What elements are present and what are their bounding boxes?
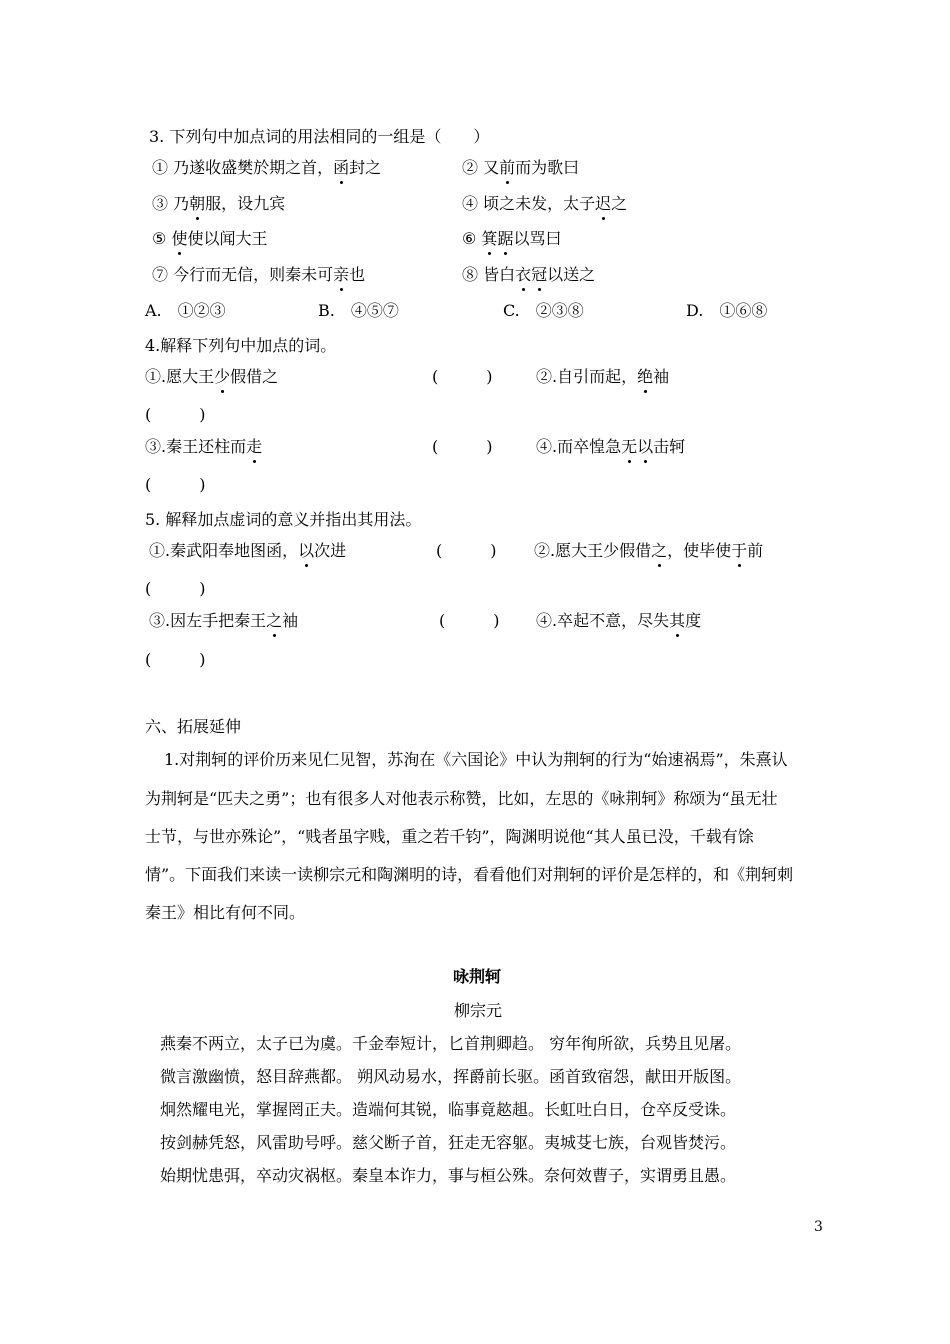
section6-para-line-5: 秦王》相比有何不同。	[145, 903, 306, 922]
item-number: ⑦	[152, 265, 169, 284]
section6-heading: 六、拓展延伸	[145, 717, 242, 736]
emphasized-word: 迟	[595, 194, 612, 213]
poem-author: 柳宗元	[454, 1001, 503, 1020]
item-number: ⑧	[462, 265, 479, 284]
q3-option-a: A. ①②③	[145, 301, 226, 320]
item-number: ⑤	[152, 229, 167, 248]
emphasized-word: 少	[214, 367, 231, 386]
item-text: 顷之未发，太子	[478, 194, 596, 213]
item-text: ②.自引而起，	[536, 367, 638, 386]
section6-para-line-3: 士节，与世亦殊论”，“贱者虽字贱，重之若千钧”，陶渊明说他“其人虽已没，千载有馀	[145, 827, 754, 846]
q3-item-3	[152, 193, 285, 215]
item-text: ④.而卒惶急	[536, 437, 622, 456]
q3-item-7	[152, 264, 365, 286]
q5-item-1	[149, 540, 346, 562]
emphasized-word: 亲	[333, 265, 350, 284]
q3-item-2	[462, 157, 579, 179]
item-number: ⑥	[462, 229, 477, 248]
poem-title: 咏荆轲	[453, 967, 502, 986]
q4-blank-3: ( )	[432, 437, 493, 456]
item-text: 袖	[282, 611, 299, 630]
item-text: ①.秦武阳奉地图函，	[149, 541, 299, 560]
emphasized-word: 于	[731, 541, 748, 560]
emphasized-word: 冠	[531, 265, 548, 284]
item-text: 乃	[168, 194, 190, 213]
poem-line-1: 燕秦不两立，太子已为虞。千金奉短计，匕首荆卿趋。 穷年徇所欲，兵势且见屠。	[160, 1034, 742, 1053]
item-text: ④.卒起不意，尽失	[536, 611, 670, 630]
item-text: 前	[747, 541, 764, 560]
item-text: 又	[478, 158, 500, 177]
item-text: 击轲	[653, 437, 686, 456]
emphasized-word: 之	[651, 541, 668, 560]
item-text: 服，设九宾	[205, 194, 286, 213]
section6-para-line-1: 1.对荆轲的评价历来见仁见智，苏洵在《六国论》中认为荆轲的行为“始速祸焉”，朱熹认	[164, 750, 788, 769]
emphasized-word: 踞	[497, 229, 514, 248]
q5-blank-3: ( )	[439, 611, 500, 630]
item-text: 以送之	[547, 265, 596, 284]
item-text: 度	[685, 611, 702, 630]
section6-para-line-4: 情”。下面我们来读一读柳宗元和陶渊明的诗，看看他们对荆轲的评价是怎样的，和《荆轲刺	[145, 865, 794, 884]
poem-line-2: 微言激幽愤，怒目辞燕都。 朔风动易水，挥爵前长驱。函首致宿怨，献田开版图。	[160, 1067, 742, 1086]
item-text: 乃遂收盛樊於期之首，	[168, 158, 334, 177]
item-text: 假借之	[230, 367, 279, 386]
q3-item-1	[152, 157, 381, 179]
emphasized-word: 之	[266, 611, 283, 630]
item-text: 袖	[653, 367, 670, 386]
q3-item-8	[462, 264, 595, 286]
item-text: ②.愿大王少假借	[534, 541, 652, 560]
q3-option-b: B. ④⑤⑦	[318, 301, 399, 320]
emphasized-word: 箕	[481, 229, 498, 248]
q4-item-2	[536, 366, 669, 388]
q4-blank-4: ( )	[145, 475, 206, 494]
q5-item-4	[536, 610, 701, 632]
emphasized-word: 以	[298, 541, 315, 560]
item-text: ，使毕使	[667, 541, 732, 560]
q4-blank-1: ( )	[432, 367, 493, 386]
emphasized-word: 朝	[189, 194, 206, 213]
item-text: 以骂曰	[513, 229, 562, 248]
q5-blank-1: ( )	[436, 541, 497, 560]
item-text: 皆白	[478, 265, 516, 284]
emphasized-word: 函	[333, 158, 350, 177]
emphasized-word: 使	[171, 229, 188, 248]
q4-stem: 4.解释下列句中加点的词。	[145, 336, 337, 355]
item-text: ①.愿大王	[145, 367, 215, 386]
emphasized-word: 走	[246, 437, 263, 456]
section6-para-line-2: 为荆轲是“匹夫之勇”；也有很多人对他表示称赞，比如，左思的《咏荆轲》称颂为“虽无壮	[145, 789, 778, 808]
q3-item-4	[462, 193, 627, 215]
emphasized-word: 其	[669, 611, 686, 630]
item-text: 之	[611, 194, 628, 213]
q4-item-3	[145, 436, 262, 458]
item-number: ①	[152, 158, 169, 177]
q5-item-2	[534, 540, 763, 562]
item-text: ③.因左手把秦王	[149, 611, 267, 630]
item-text: 使以闻大王	[187, 229, 268, 248]
q3-item-6	[462, 228, 561, 250]
emphasized-word: 无	[621, 437, 638, 456]
poem-line-4: 按剑赫凭怒，风雷助号呼。慈父断子首，狂走无容躯。夷城芟七族，台观皆焚污。	[160, 1133, 737, 1152]
q4-item-1	[145, 366, 278, 388]
q3-item-5	[152, 228, 267, 250]
q5-item-3	[149, 610, 298, 632]
page-number: 3	[814, 1219, 823, 1235]
q3-stem: 3. 下列句中加点词的用法相同的一组是（ ）	[149, 127, 490, 146]
q3-option-d: D. ①⑥⑧	[686, 301, 768, 320]
item-number: ④	[462, 194, 479, 213]
poem-line-3: 炯然耀电光，掌握罔正夫。造端何其锐，临事竟趑趄。长虹吐白日，仓卒反受诛。	[160, 1100, 737, 1119]
item-number: ②	[462, 158, 479, 177]
item-text: ③.秦王还柱而	[145, 437, 247, 456]
item-text: 封之	[349, 158, 382, 177]
emphasized-word: 衣	[515, 265, 532, 284]
item-text: 次进	[314, 541, 347, 560]
emphasized-word: 绝	[637, 367, 654, 386]
q5-blank-2: ( )	[145, 579, 206, 598]
emphasized-word: 前	[499, 158, 516, 177]
q5-blank-4: ( )	[145, 650, 206, 669]
item-number: ③	[152, 194, 169, 213]
poem-line-5: 始期忧患弭，卒动灾祸枢。秦皇本诈力，事与桓公殊。奈何效曹子，实谓勇且愚。	[160, 1166, 737, 1185]
emphasized-word: 以	[637, 437, 654, 456]
q3-option-c: C. ②③⑧	[503, 301, 584, 320]
q5-stem: 5. 解释加点虚词的意义并指出其用法。	[145, 510, 422, 529]
item-text: 也	[349, 265, 366, 284]
item-text: 而为歌曰	[515, 158, 580, 177]
q4-blank-2: ( )	[145, 405, 206, 424]
q4-item-4	[536, 436, 685, 458]
item-text: 今行而无信，则秦未可	[168, 265, 334, 284]
